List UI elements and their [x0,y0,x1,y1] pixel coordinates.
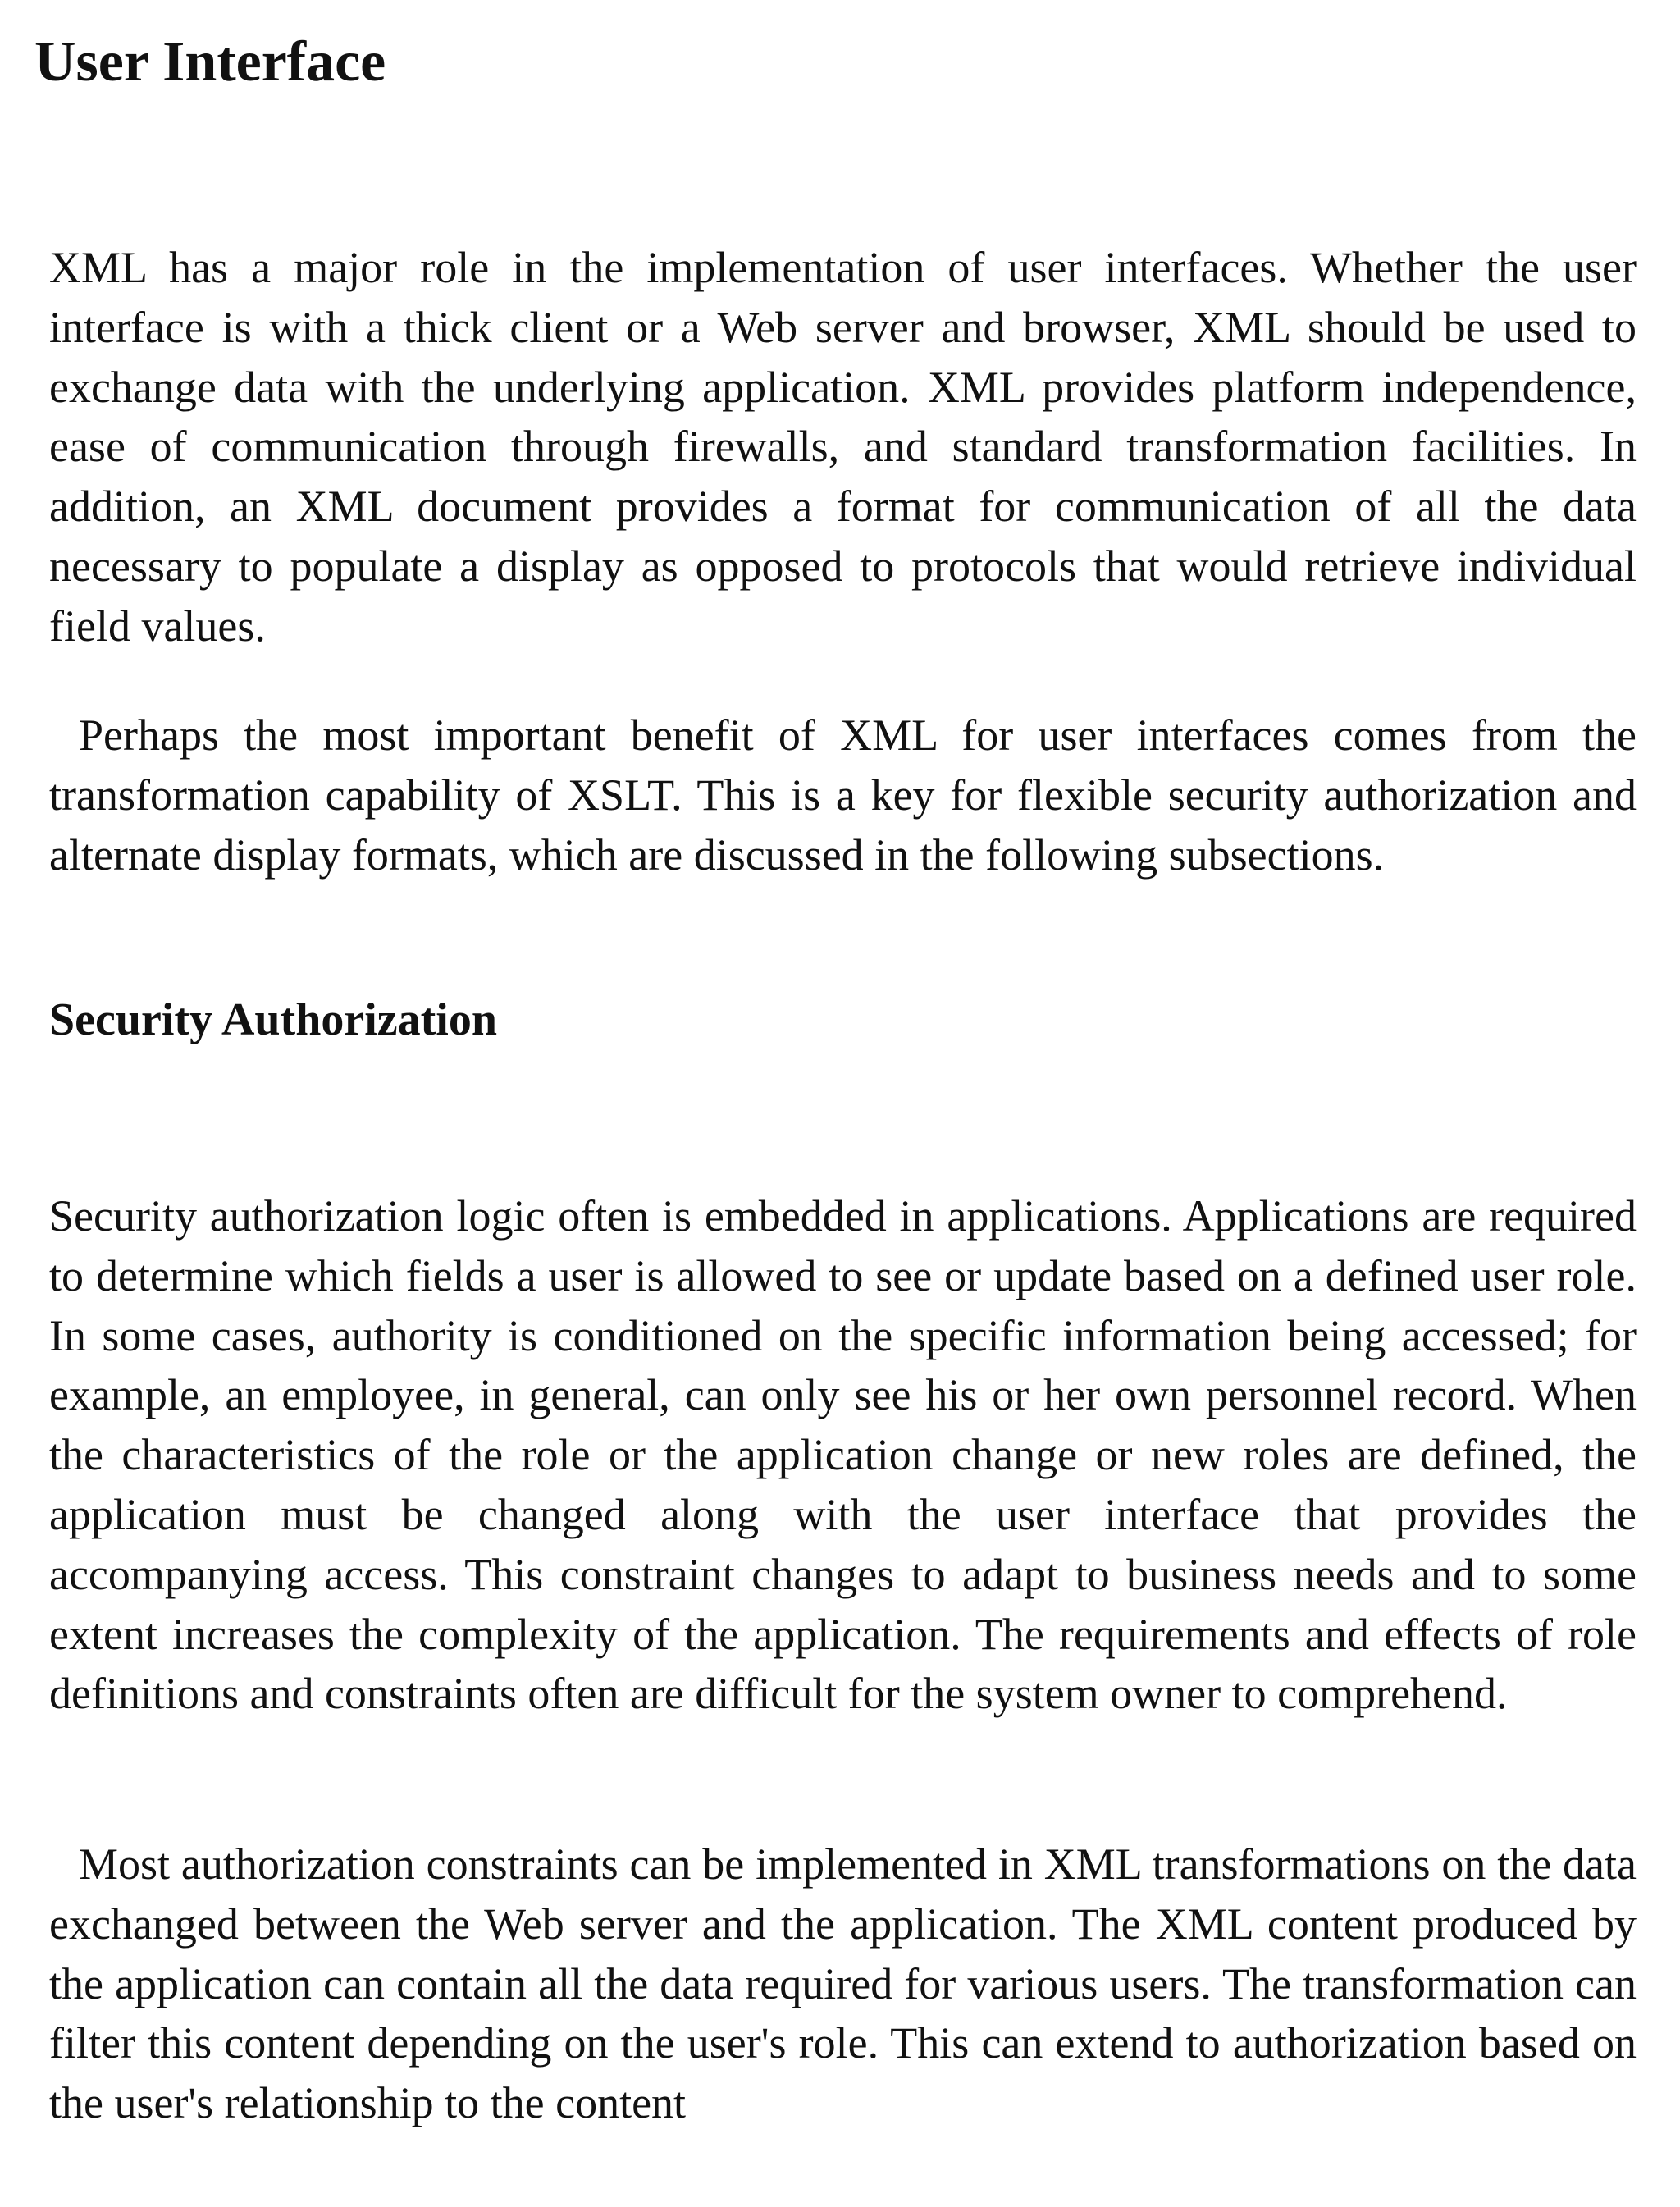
paragraph-xslt-benefit: Perhaps the most important benefit of XML for user interfaces comes from the transformation capability of XSLT. This is a key for flexible security authorization and alternate display formats, which are discussed in the following subsections. [49,711,1637,880]
subsection-title: Security Authorization [49,994,497,1045]
paragraph-authorization-constraints: Most authorization constraints can be implemented in XML transformations on the data exchanged between the Web server and the application. The XML content produced by the application can contain all the data required for various users. The transformation can filter this content depending on the user's role. This can extend to authorization based on the user's relationship to the content [49,1839,1637,2128]
paragraph-security-logic: Security authorization logic often is embedded in applications. Applications are required to determine which fields a user is allowed to see or update based on a defined user role. In some cases, authority is conditioned on the specific information being accessed; for example, an employee, in general, can only see his or her own personnel record. When the characteristics of the role or the application change or new roles are defined, the application must be changed along with the user interface that provides the accompanying access. This constraint changes to adapt to business needs and to some extent increases the complexity of the application. The requirements and effects of role definitions and constraints often are difficult for the system owner to comprehend. [49,1191,1637,1719]
paragraph-intro: XML has a major role in the implementation of user interfaces. Whether the user interface is with a thick client or a Web server and browser, XML should be used to exchange data with the underlying application. XML provides platform independence, ease of communication through firewalls, and standard transformation facilities. In addition, an XML document provides a format for communication of all the data necessary to populate a display as opposed to protocols that would retrieve individual field values. [49,243,1637,651]
section-title: User Interface [34,30,386,94]
